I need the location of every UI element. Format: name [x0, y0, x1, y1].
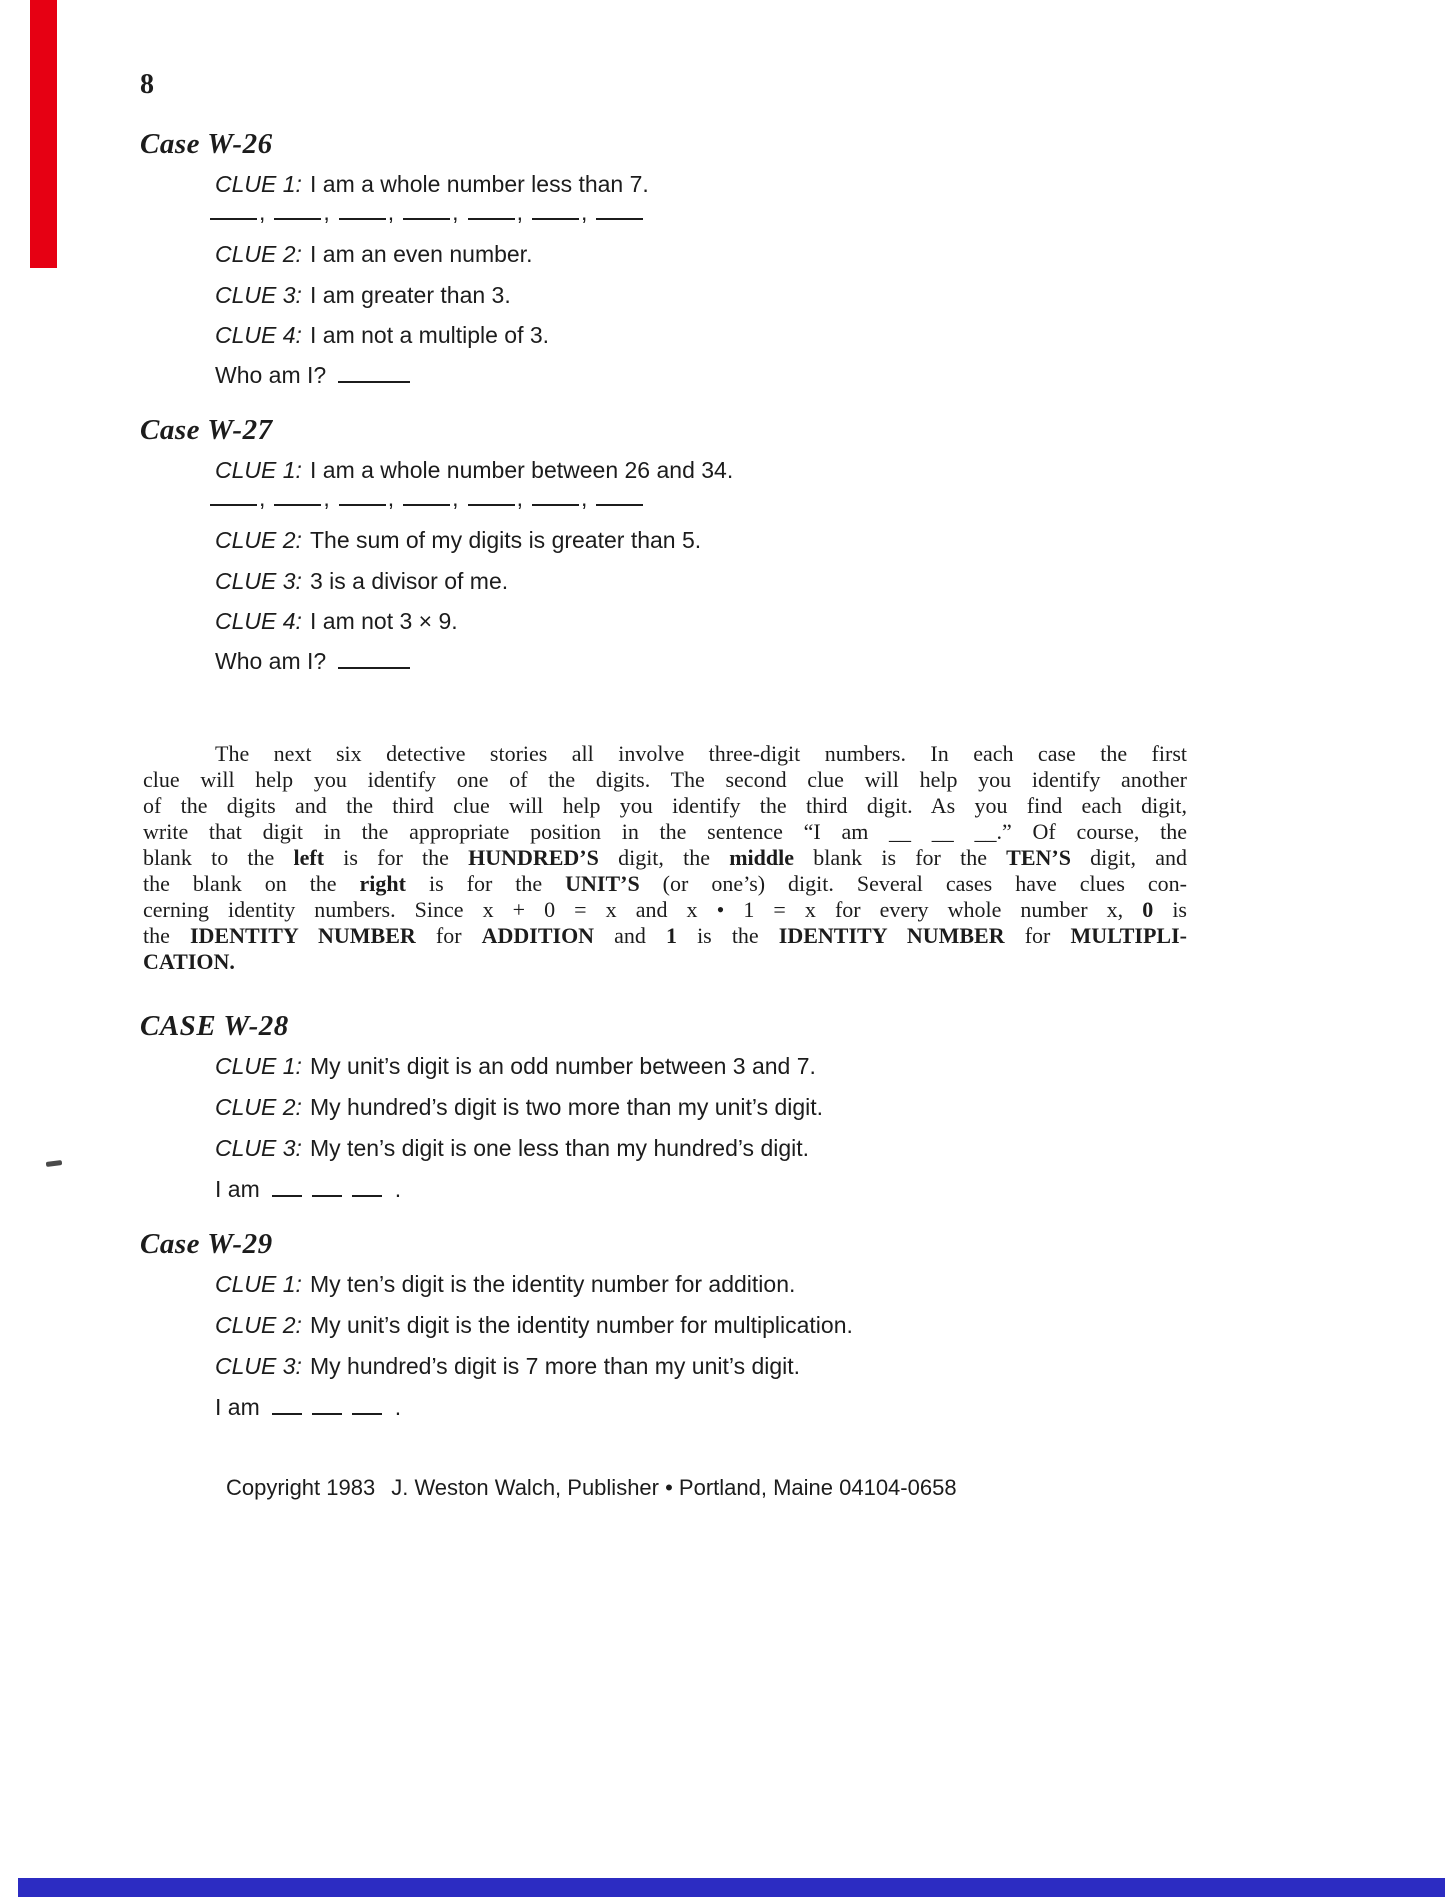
case-section-w27: [140, 414, 1380, 674]
comma: ,: [580, 485, 588, 511]
clue-row: [215, 172, 649, 197]
clue-label: CLUE 3:: [215, 1135, 302, 1161]
comma: ,: [323, 199, 330, 225]
clue-label: CLUE 3:: [215, 568, 302, 594]
paragraph-line: CATION.: [143, 949, 235, 974]
case-section-w29: [140, 1228, 1380, 1420]
clue-text: My unit’s digit is the identity number for multiplication.: [310, 1312, 853, 1338]
blank-line: [403, 487, 450, 506]
answer-row: [215, 363, 413, 388]
paragraph-line: clue will help you identify one of the digits. The second clue will help you identify another: [143, 767, 1187, 792]
clue-text: 3 is a divisor of me.: [310, 568, 509, 594]
clue-text: My unit’s digit is an odd number between 3 and 7.: [310, 1053, 816, 1079]
footer-copyright-line: [226, 1476, 957, 1500]
red-edge-stripe: [30, 0, 57, 268]
stray-mark: [46, 1160, 62, 1167]
paragraph-line: blank to the left is for the HUNDRED’S digit, the middle blank is for the TEN’S digit, and: [143, 845, 1187, 870]
clue-row: [215, 1095, 823, 1120]
clue-label: CLUE 1:: [215, 457, 302, 483]
clue-text: I am not a multiple of 3.: [310, 322, 550, 348]
blank-line: [272, 1396, 302, 1415]
answer-row: [215, 1177, 401, 1202]
blank-line: [274, 487, 321, 506]
blank-line: [339, 201, 386, 220]
comma: ,: [452, 485, 459, 511]
blank-line: [596, 487, 643, 506]
clue-label: CLUE 1:: [215, 171, 302, 197]
comma: ,: [516, 485, 523, 511]
number-line-row: [210, 200, 643, 225]
answer-prompt: I am: [215, 1394, 260, 1420]
clue-row: [215, 283, 511, 308]
comma: ,: [580, 199, 588, 225]
blank-line: [312, 1178, 342, 1197]
clue-text: I am a whole number less than 7.: [310, 171, 649, 197]
clue-row: [215, 528, 701, 553]
clue-label: CLUE 2:: [215, 1312, 302, 1338]
clue-row: [215, 458, 733, 483]
paragraph-line: the IDENTITY NUMBER for ADDITION and 1 is the IDENTITY NUMBER for MULTIPLI-: [143, 923, 1187, 948]
number-line-row: [210, 486, 643, 511]
paragraph-line: The next six detective stories all involve three-digit numbers. In each case the first: [215, 741, 1187, 766]
blank-line: [338, 650, 410, 669]
clue-text: I am an even number.: [310, 241, 533, 267]
blank-line: [403, 201, 450, 220]
blank-line: [210, 201, 257, 220]
case-section-w26: [140, 128, 1380, 388]
comma: ,: [259, 485, 266, 511]
answer-suffix: .: [394, 1176, 402, 1202]
answer-prompt: I am: [215, 1176, 260, 1202]
blank-line: [272, 1178, 302, 1197]
blank-line: [532, 487, 579, 506]
blank-line: [339, 487, 386, 506]
answer-prompt: Who am I?: [215, 362, 327, 388]
clue-row: [215, 1136, 809, 1161]
page-number: 8: [140, 69, 154, 100]
blank-line: [312, 1396, 342, 1415]
footer-publisher: J. Weston Walch, Publisher • Portland, Maine 04104-0658: [391, 1475, 957, 1500]
paragraph-line: write that digit in the appropriate position in the sentence “I am __ __ __.” Of course, the: [143, 819, 1187, 844]
clue-text: I am a whole number between 26 and 34.: [310, 457, 734, 483]
blank-line: [210, 487, 257, 506]
clue-text: My hundred’s digit is 7 more than my unit’s digit.: [310, 1353, 801, 1379]
clue-row: [215, 569, 508, 594]
comma: ,: [387, 485, 395, 511]
blank-line: [352, 1396, 382, 1415]
clue-label: CLUE 1:: [215, 1053, 302, 1079]
clue-text: I am greater than 3.: [310, 282, 511, 308]
clue-label: CLUE 4:: [215, 608, 302, 634]
clue-text: My ten’s digit is one less than my hundred’s digit.: [310, 1135, 810, 1161]
paragraph-line: cerning identity numbers. Since x + 0 = x and x • 1 = x for every whole number x, 0 is: [143, 897, 1187, 922]
answer-row: [215, 1395, 401, 1420]
clue-row: [215, 1054, 816, 1079]
answer-blank-line: [338, 648, 410, 674]
case-section-w28: [140, 1010, 1380, 1202]
answer-row: [215, 649, 413, 674]
clue-label: CLUE 3:: [215, 282, 302, 308]
blank-line: [468, 201, 515, 220]
paragraph-line: the blank on the right is for the UNIT’S (or one’s) digit. Several cases have clues con-: [143, 871, 1187, 896]
case-title: Case W-29: [140, 1228, 273, 1260]
clue-text: My hundred’s digit is two more than my unit’s digit.: [310, 1094, 824, 1120]
clue-label: CLUE 2:: [215, 1094, 302, 1120]
blank-line: [468, 487, 515, 506]
blank-line: [338, 364, 410, 383]
answer-blank-line: [272, 1176, 392, 1202]
comma: ,: [387, 199, 395, 225]
clue-label: CLUE 2:: [215, 527, 302, 553]
answer-prompt: Who am I?: [215, 648, 327, 674]
comma: ,: [323, 485, 330, 511]
clue-row: [215, 242, 532, 267]
clue-text: The sum of my digits is greater than 5.: [310, 527, 702, 553]
answer-blank-line: [272, 1394, 392, 1420]
clue-row: [215, 1272, 795, 1297]
comma: ,: [259, 199, 266, 225]
blank-line: [532, 201, 579, 220]
instructions-paragraph: [143, 741, 1187, 975]
case-title: CASE W-28: [140, 1010, 289, 1042]
clue-row: [215, 609, 458, 634]
clue-text: I am not 3 × 9.: [310, 608, 458, 634]
blank-line: [352, 1178, 382, 1197]
answer-blank-line: [338, 362, 410, 388]
clue-text: My ten’s digit is the identity number for addition.: [310, 1271, 796, 1297]
case-title: Case W-27: [140, 414, 273, 446]
clue-row: [215, 323, 549, 348]
blank-line: [274, 201, 321, 220]
comma: ,: [516, 199, 523, 225]
comma: ,: [452, 199, 459, 225]
clue-label: CLUE 4:: [215, 322, 302, 348]
clue-label: CLUE 2:: [215, 241, 302, 267]
blue-bottom-stripe: [18, 1878, 1445, 1897]
clue-label: CLUE 3:: [215, 1353, 302, 1379]
clue-label: CLUE 1:: [215, 1271, 302, 1297]
clue-row: [215, 1354, 800, 1379]
paragraph-line: of the digits and the third clue will help you identify the third digit. As you find each digit,: [143, 793, 1187, 818]
case-title: Case W-26: [140, 128, 273, 160]
answer-suffix: .: [394, 1394, 402, 1420]
footer-copyright: Copyright 1983: [226, 1475, 376, 1500]
blank-line: [596, 201, 643, 220]
clue-row: [215, 1313, 853, 1338]
